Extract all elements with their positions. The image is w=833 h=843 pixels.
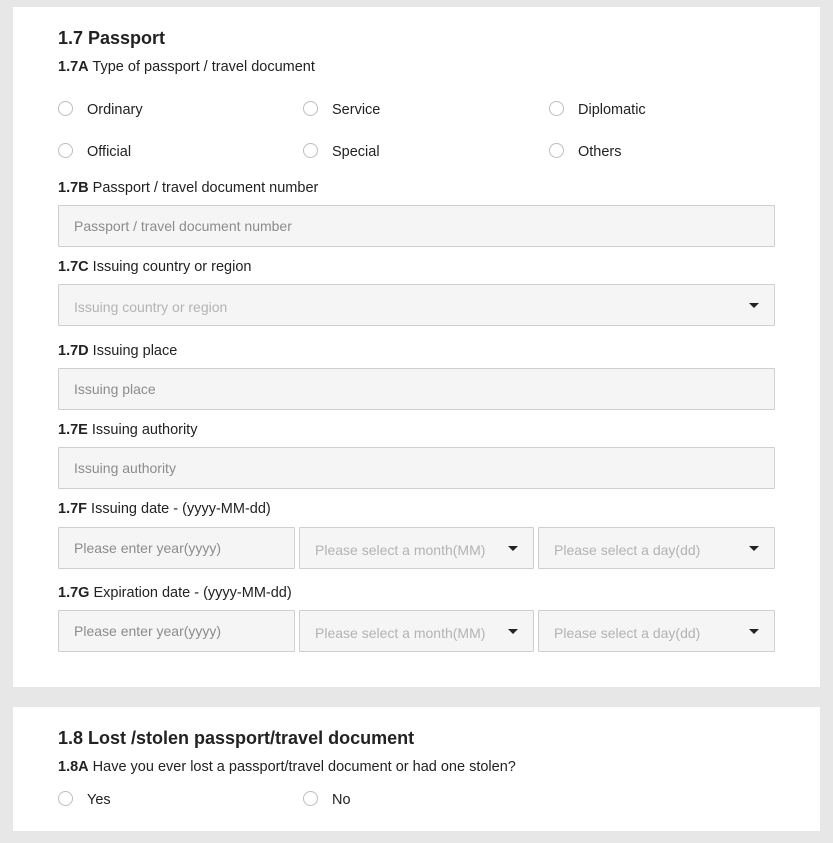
issuing-day-select[interactable] xyxy=(538,527,775,569)
question-code: 1.7A xyxy=(58,59,89,75)
question-text: Issuing place xyxy=(92,343,178,359)
question-code: 1.7G xyxy=(58,585,90,601)
radio-circle-icon[interactable] xyxy=(549,101,564,116)
select-placeholder: Please select a month(MM) xyxy=(315,625,486,641)
question-code: 1.7F xyxy=(58,501,88,517)
expiration-year-field[interactable] xyxy=(58,610,295,652)
section-title-lost-stolen: 1.8 Lost /stolen passport/travel document xyxy=(58,728,415,748)
radio-circle-icon[interactable] xyxy=(549,143,564,158)
caret-down-icon xyxy=(508,629,518,634)
question-1-7c-label xyxy=(58,259,251,275)
question-1-7a-label xyxy=(58,59,315,75)
select-placeholder: Issuing country or region xyxy=(74,299,228,315)
question-text: Issuing date - (yyyy-MM-dd) xyxy=(91,501,271,517)
issuing-authority-input[interactable] xyxy=(59,448,774,488)
radio-ordinary[interactable] xyxy=(58,100,143,116)
radio-label: Special xyxy=(332,144,380,160)
caret-down-icon xyxy=(749,629,759,634)
caret-down-icon xyxy=(508,546,518,551)
radio-yes[interactable] xyxy=(58,790,111,806)
question-code: 1.7C xyxy=(58,259,89,275)
radio-label: Service xyxy=(332,102,381,118)
radio-circle-icon[interactable] xyxy=(58,791,73,806)
radio-diplomatic[interactable] xyxy=(549,100,646,116)
passport-section xyxy=(13,7,820,687)
radio-others[interactable] xyxy=(549,142,622,158)
caret-down-icon xyxy=(749,546,759,551)
issuing-place-field[interactable] xyxy=(58,368,775,410)
radio-label: Official xyxy=(87,144,132,160)
issuing-year-input[interactable] xyxy=(59,528,294,568)
question-text: Issuing country or region xyxy=(92,259,252,275)
select-placeholder: Please select a day(dd) xyxy=(554,542,701,558)
select-placeholder: Please select a month(MM) xyxy=(315,542,486,558)
radio-label: Yes xyxy=(87,792,111,808)
question-code: 1.7D xyxy=(58,343,89,359)
expiration-month-select[interactable] xyxy=(299,610,534,652)
expiration-year-input[interactable] xyxy=(59,611,294,651)
question-1-7d-label xyxy=(58,343,177,359)
caret-down-icon xyxy=(749,303,759,308)
question-text: Expiration date - (yyyy-MM-dd) xyxy=(93,585,292,601)
radio-service[interactable] xyxy=(303,100,380,116)
radio-circle-icon[interactable] xyxy=(303,143,318,158)
radio-label: Ordinary xyxy=(87,102,143,118)
radio-special[interactable] xyxy=(303,142,380,158)
issuing-country-select[interactable] xyxy=(58,284,775,326)
radio-label: No xyxy=(332,792,351,808)
passport-number-input[interactable] xyxy=(59,206,774,246)
question-text: Issuing authority xyxy=(91,422,198,438)
question-1-8a-label xyxy=(58,759,516,775)
question-text: Passport / travel document number xyxy=(92,180,319,196)
issuing-place-input[interactable] xyxy=(59,369,774,409)
question-code: 1.7B xyxy=(58,180,89,196)
radio-circle-icon[interactable] xyxy=(58,143,73,158)
radio-circle-icon[interactable] xyxy=(303,791,318,806)
question-code: 1.7E xyxy=(58,422,88,438)
radio-official[interactable] xyxy=(58,142,131,158)
select-placeholder: Please select a day(dd) xyxy=(554,625,701,641)
question-text: Have you ever lost a passport/travel document or had one stolen? xyxy=(92,759,516,775)
issuing-authority-field[interactable] xyxy=(58,447,775,489)
radio-circle-icon[interactable] xyxy=(303,101,318,116)
section-title-passport: 1.7 Passport xyxy=(58,28,166,48)
question-code: 1.8A xyxy=(58,759,89,775)
question-1-7e-label xyxy=(58,422,197,438)
question-text: Type of passport / travel document xyxy=(92,59,315,75)
radio-label: Diplomatic xyxy=(578,102,646,118)
issuing-year-field[interactable] xyxy=(58,527,295,569)
expiration-day-select[interactable] xyxy=(538,610,775,652)
question-1-7g-label xyxy=(58,585,292,601)
lost-stolen-section xyxy=(13,707,820,831)
radio-label: Others xyxy=(578,144,622,160)
question-1-7f-label xyxy=(58,501,271,517)
question-1-7b-label xyxy=(58,180,318,196)
radio-no[interactable] xyxy=(303,790,351,806)
radio-circle-icon[interactable] xyxy=(58,101,73,116)
issuing-month-select[interactable] xyxy=(299,527,534,569)
passport-number-field[interactable] xyxy=(58,205,775,247)
